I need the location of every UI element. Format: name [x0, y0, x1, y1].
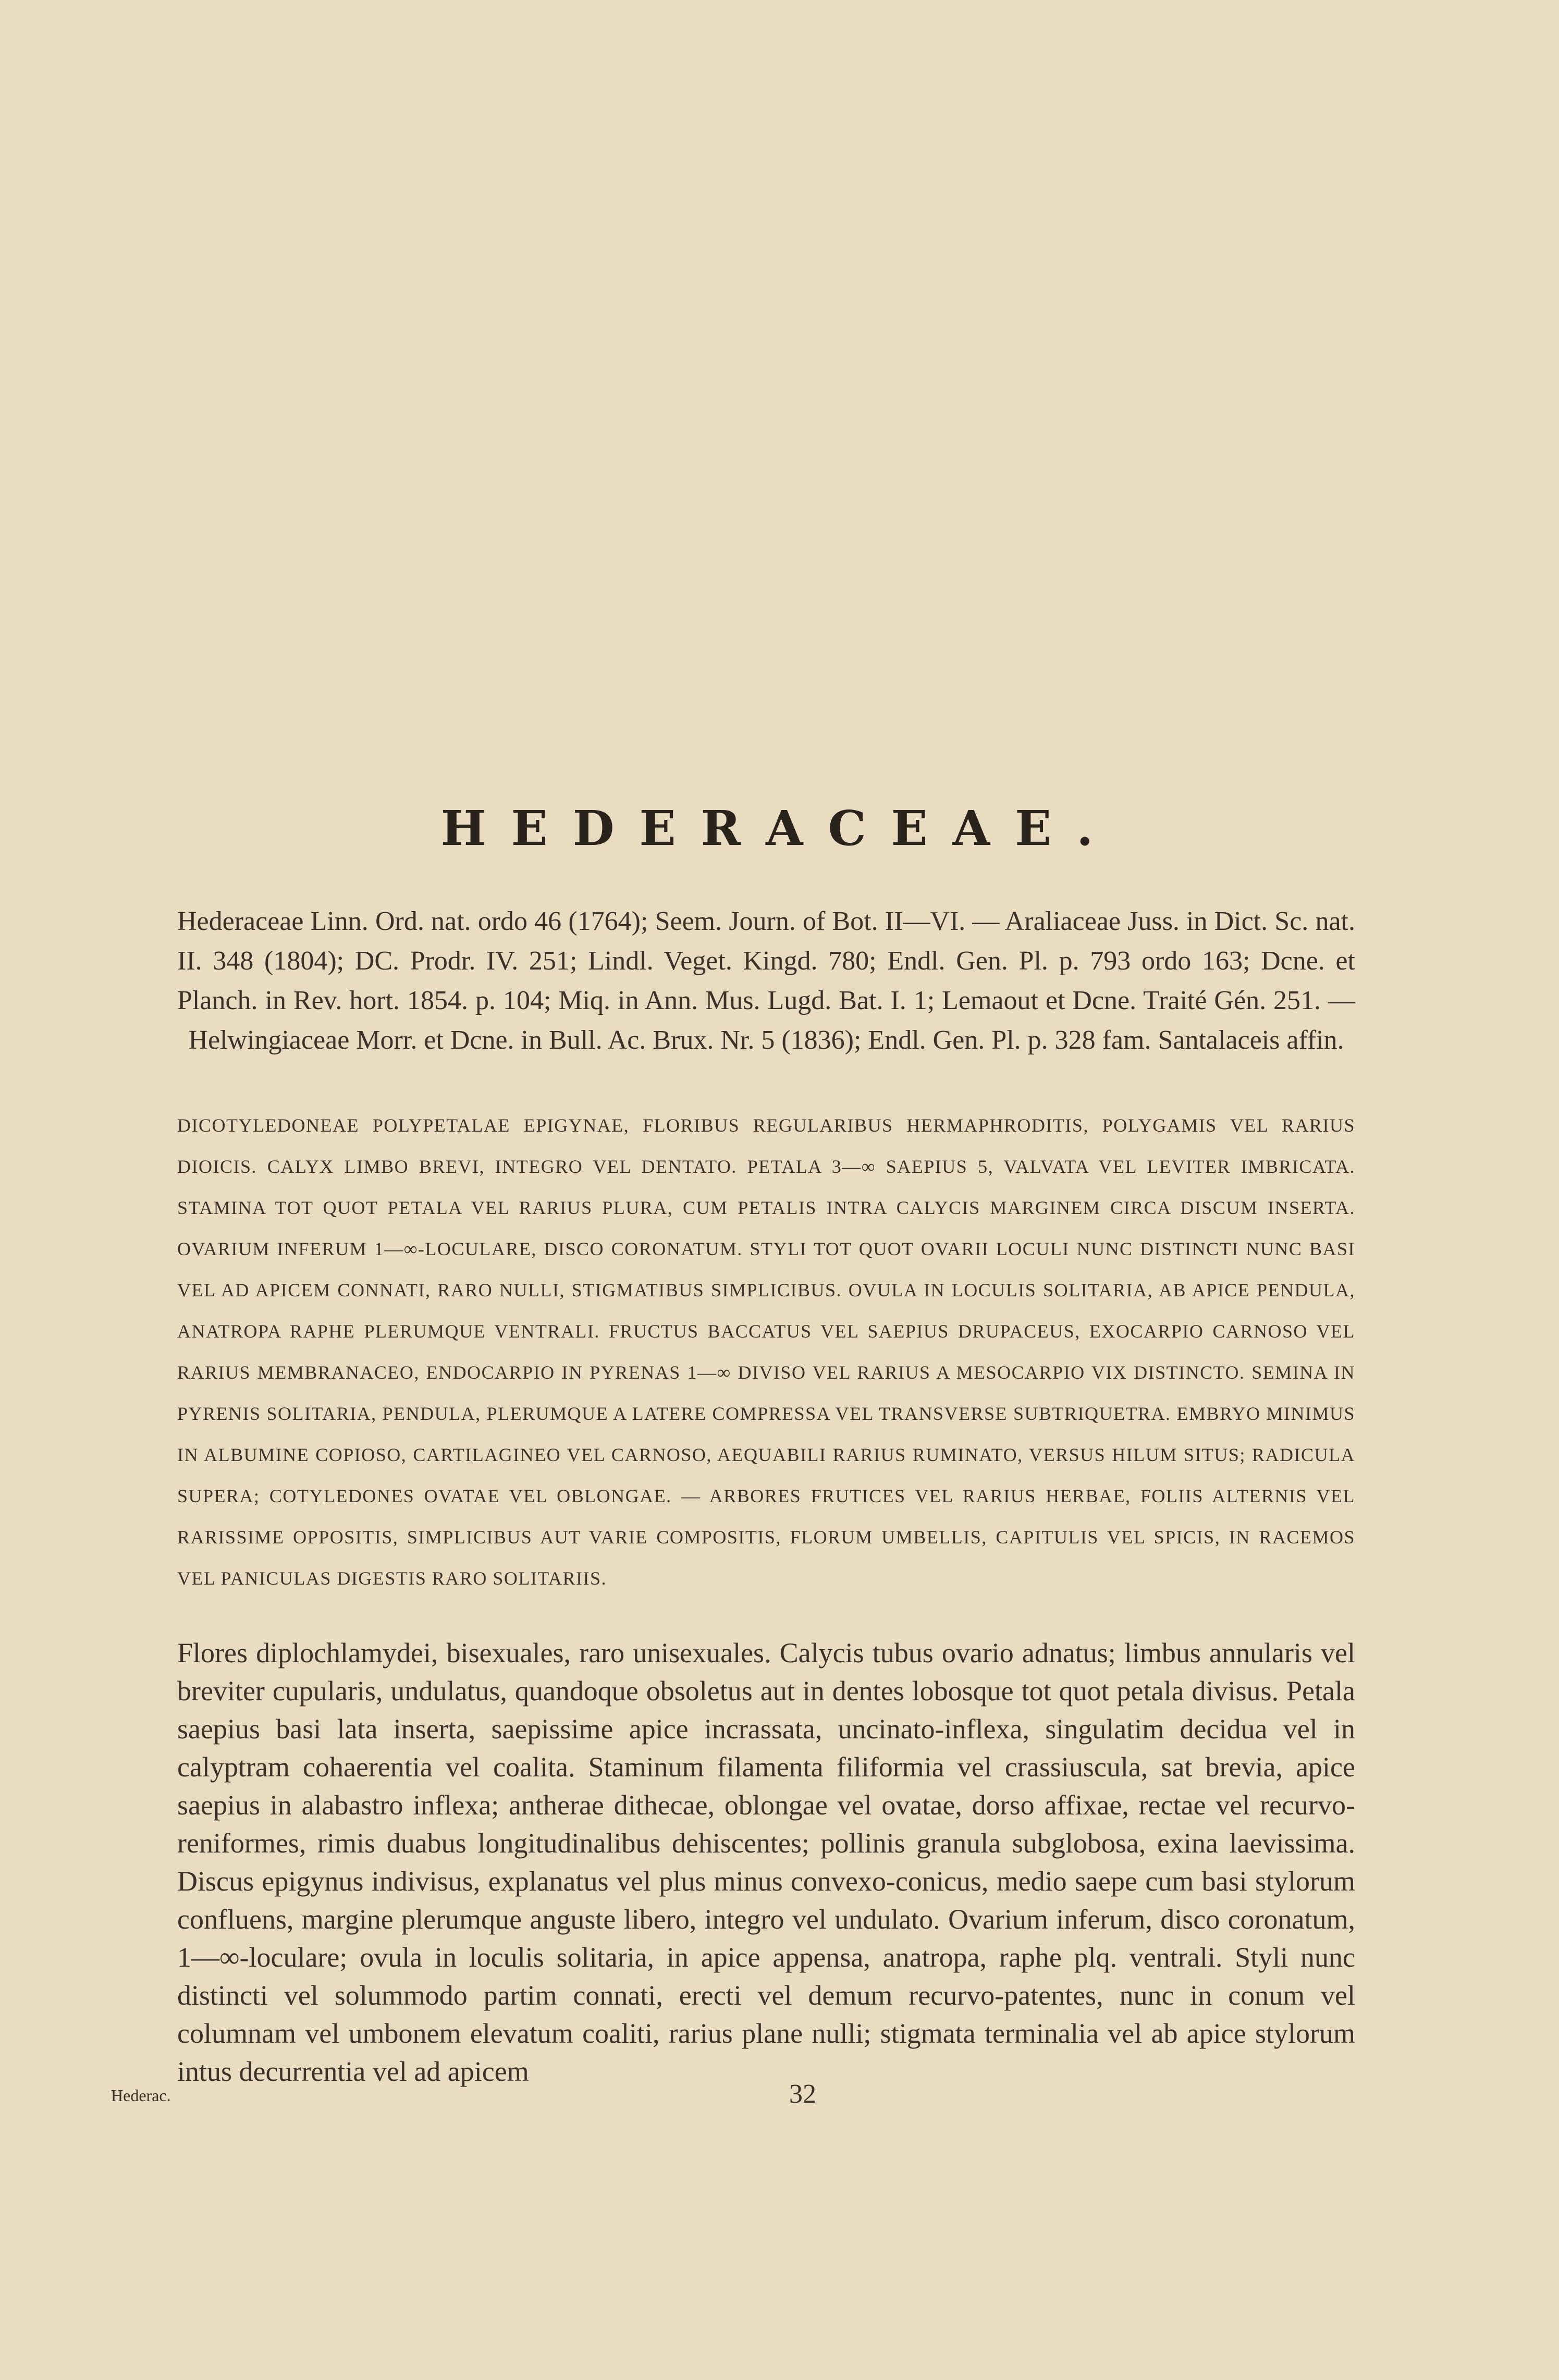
description-text: Flores diplochlamydei, bisexuales, raro unisexuales. Calycis tubus ovario adnatus; limbus annularis vel breviter cupularis, undulatus, quandoque obsoletus aut in dentes lobosque tot quot petala divisus. Petala saepius basi lata inserta, saepissime apice incrassata, uncinato-inflexa, singulatim decidua vel in calyptram cohaerentia vel coalita. Staminum filamenta filiformia vel crassiuscula, sat brevia, apice saepius in alabastro inflexa; antherae dithecae, oblongae vel ovatae, dorso affixae, rectae vel recurvo-reniformes, rimis duabus longitudinalibus dehiscentes; pollinis granula subglobosa, exina laevissima. Discus epigynus indivisus, explanatus vel plus minus convexo-conicus, medio saepe cum basi stylorum confluens, margine plerumque anguste libero, integro vel undulato. Ovarium inferum, disco coronatum, 1—∞-loculare; ovula in loculis solitaria, in apice appensa, anatropa, raphe plq. ventrali. Styli nunc distincti vel solummodo partim connati, erecti vel demum recurvo-patentes, nunc in conum vel columnam vel umbonem elevatum coaliti, rarius plane nulli; stigmata terminalia vel ab apice stylorum intus decurrentia vel ad apicem: [177, 1637, 1355, 2087]
signature-mark: Hederac.: [111, 2086, 171, 2105]
description-paragraph: [177, 1634, 1355, 2091]
family-diagnosis: [177, 1105, 1355, 1599]
synonymy-block: [177, 902, 1355, 1060]
diagnosis-text: DICOTYLEDONEAE POLYPETALAE EPIGYNAE, FLORIBUS REGULARIBUS HERMAPHRODITIS, POLYGAMIS VEL RARIUS DIOICIS. CALYX LIMBO BREVI, INTEGRO VEL DENTATO. PETALA 3—∞ SAEPIUS 5, VALVATA VEL LEVITER IMBRICATA. STAMINA TOT QUOT PETALA VEL RARIUS PLURA, CUM PETALIS INTRA CALYCIS MARGINEM CIRCA DISCUM INSERTA. OVARIUM INFERUM 1—∞-LOCULARE, DISCO CORONATUM. STYLI TOT QUOT OVARII LOCULI NUNC DISTINCTI NUNC BASI VEL AD APICEM CONNATI, RARO NULLI, STIGMATIBUS SIMPLICIBUS. OVULA IN LOCULIS SOLITARIA, AB APICE PENDULA, ANATROPA RAPHE PLERUMQUE VENTRALI. FRUCTUS BACCATUS VEL SAEPIUS DRUPACEUS, EXOCARPIO CARNOSO VEL RARIUS MEMBRANACEO, ENDOCARPIO IN PYRENAS 1—∞ DIVISO VEL RARIUS A MESOCARPIO VIX DISTINCTO. SEMINA IN PYRENIS SOLITARIA, PENDULA, PLERUMQUE A LATERE COMPRESSA VEL TRANSVERSE SUBTRIQUETRA. EMBRYO MINIMUS IN ALBUMINE COPIOSO, CARTILAGINEO VEL CARNOSO, AEQUABILI RARIUS RUMINATO, VERSUS HILUM SITUS; RADICULA SUPERA; COTYLEDONES OVATAE VEL OBLONGAE. — ARBORES FRUTICES VEL RARIUS HERBAE, FOLIIS ALTERNIS VEL RARISSIME OPPOSITIS, SIMPLICIBUS AUT VARIE COMPOSITIS, FLORUM UMBELLIS, CAPITULIS VEL SPICIS, IN RACEMOS VEL PANICULAS DIGESTIS RARO SOLITARIIS.: [177, 1115, 1355, 1589]
synonymy-text: Hederaceae Linn. Ord. nat. ordo 46 (1764); Seem. Journ. of Bot. II—VI. — Araliaceae Juss. in Dict. Sc. nat. II. 348 (1804); DC. Prodr. IV. 251; Lindl. Veget. Kingd. 780; Endl. Gen. Pl. p. 793 ordo 163; Dcne. et Planch. in Rev. hort. 1854. p. 104; Miq. in Ann. Mus. Lugd. Bat. I. 1; Lemaout et Dcne. Traité Gén. 251. — Helwingiaceae Morr. et Dcne. in Bull. Ac. Brux. Nr. 5 (1836); Endl. Gen. Pl. p. 328 fam. Santalaceis affin.: [177, 906, 1355, 1055]
family-title: HEDERACEAE.: [440, 800, 1119, 856]
page-number: 32: [789, 2079, 816, 2109]
